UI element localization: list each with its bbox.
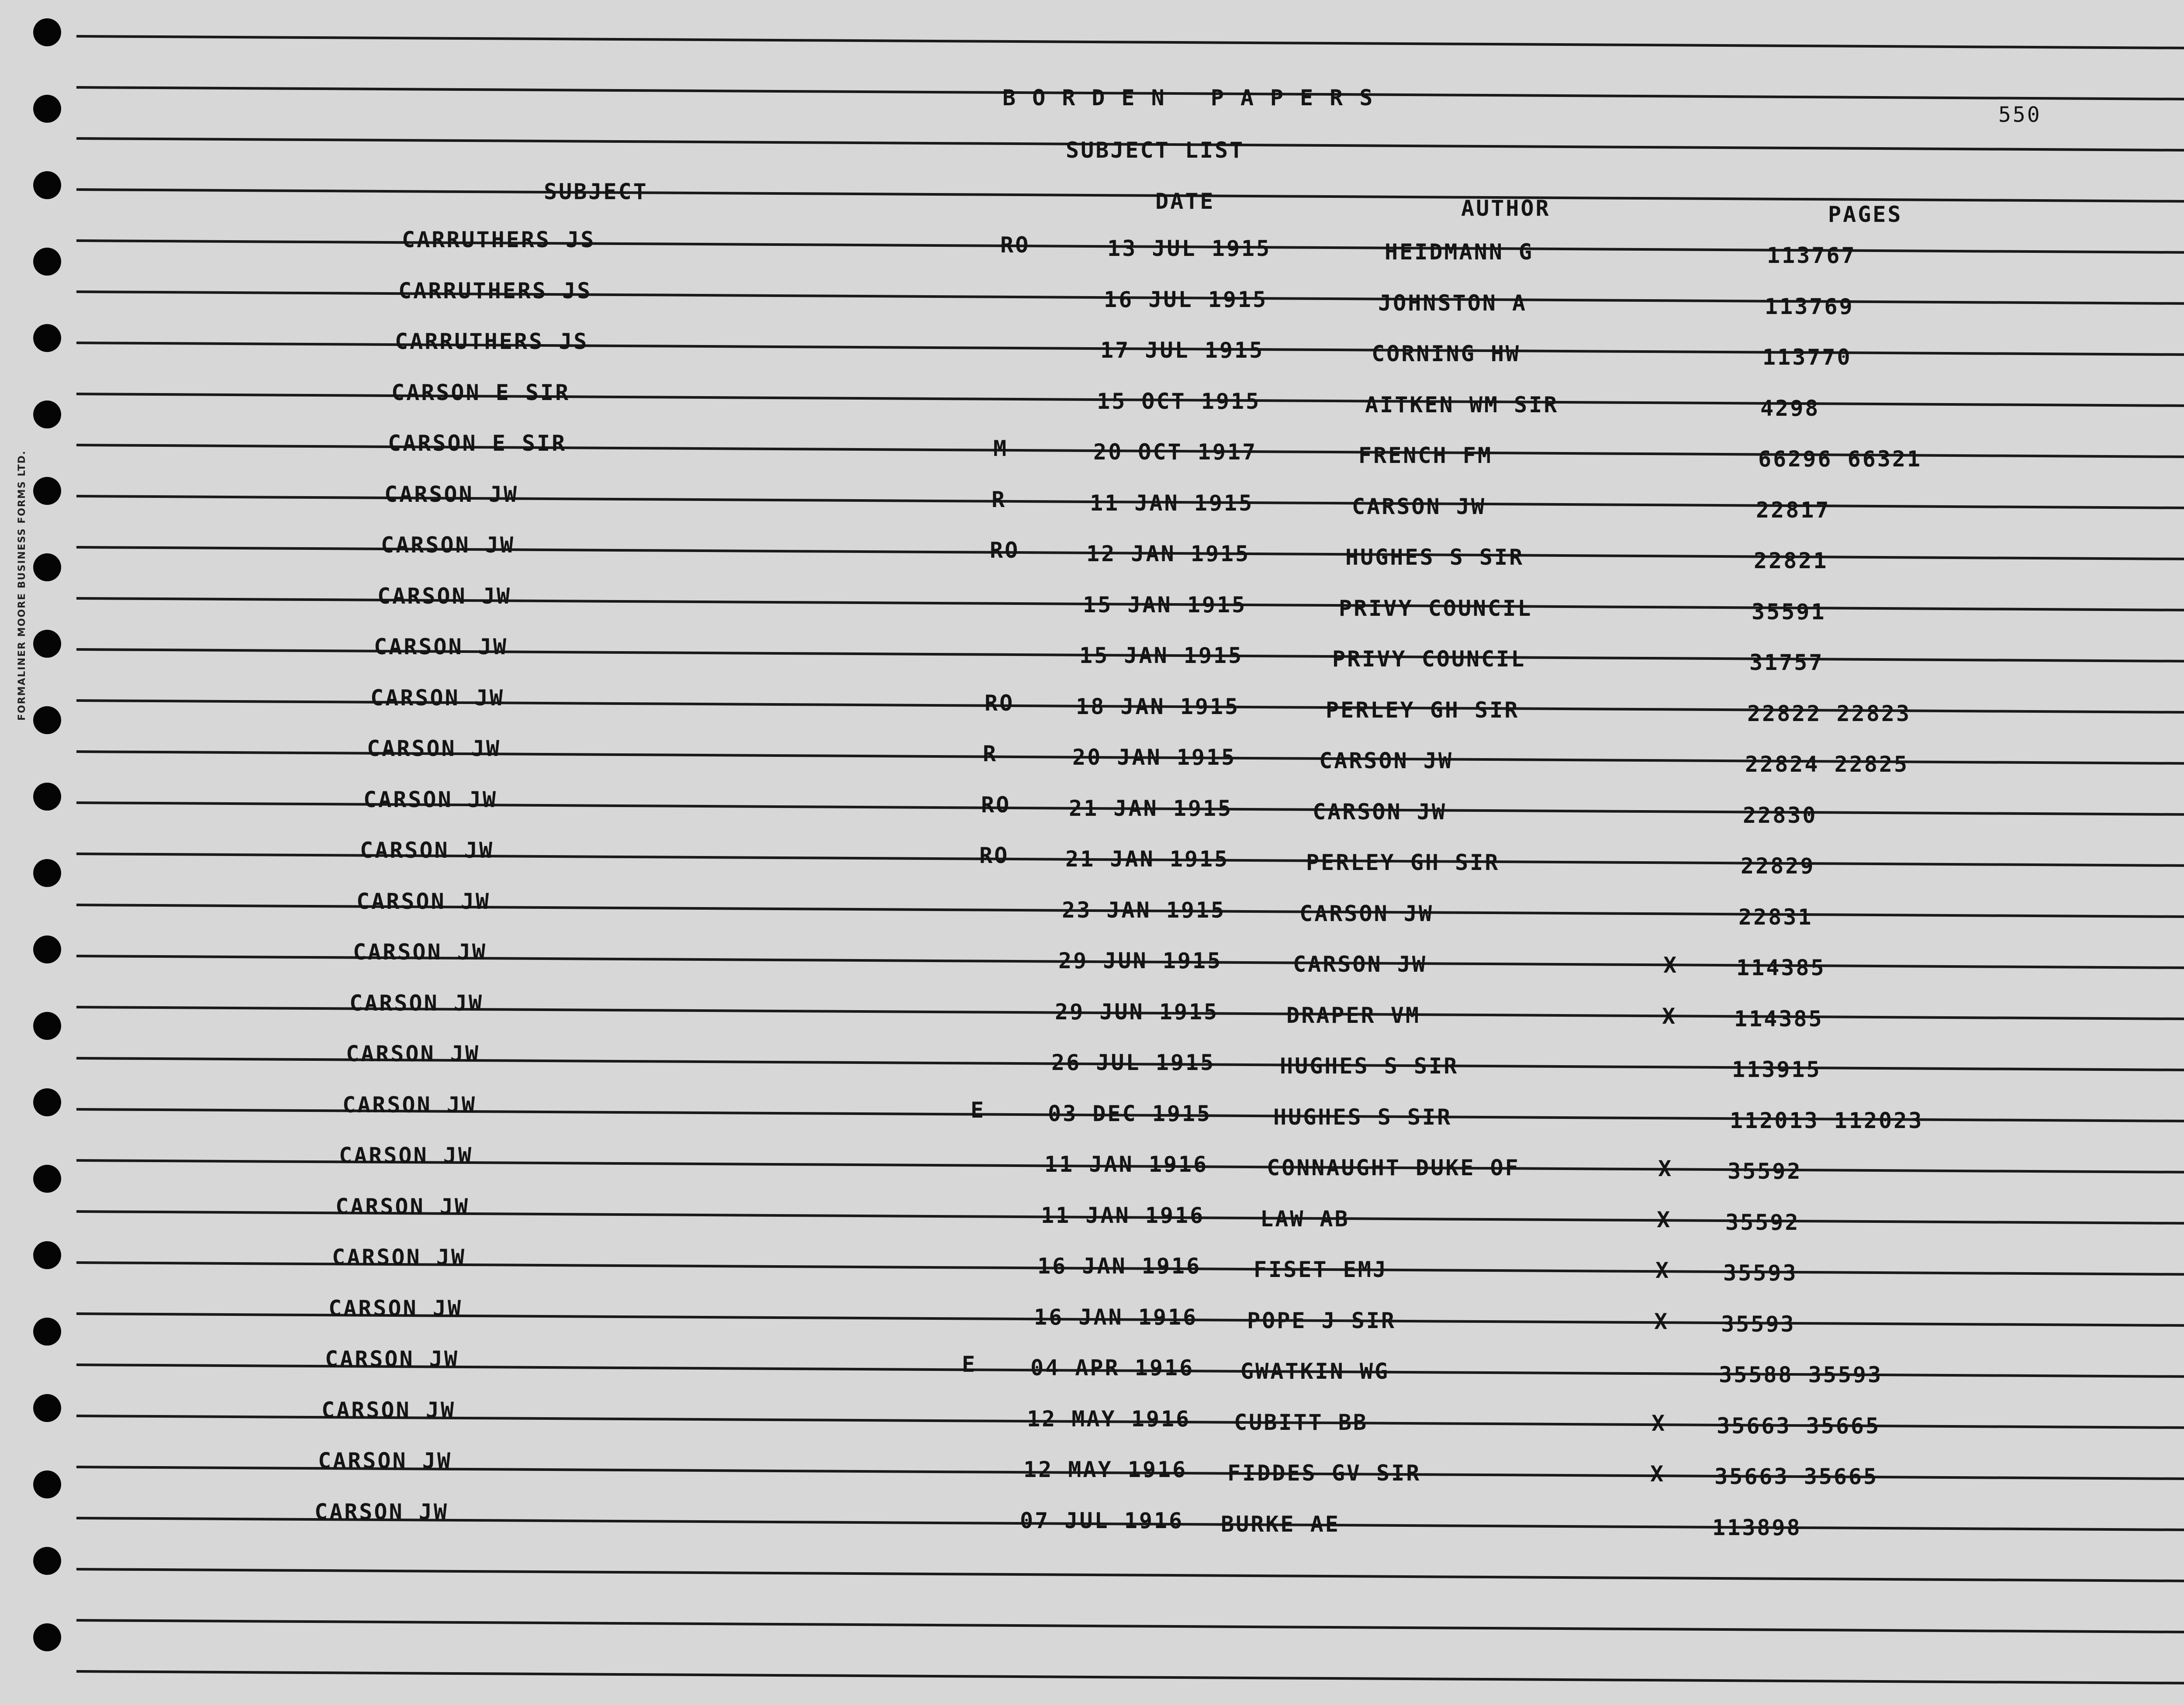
- column-header-date: DATE: [1155, 189, 1215, 214]
- row-date: 21 JAN 1915: [1065, 846, 1230, 872]
- row-author: HEIDMANN G: [1385, 239, 1534, 265]
- row-x: X: [1657, 1207, 1672, 1232]
- row-x: X: [1652, 1410, 1667, 1436]
- feed-hole-left: [33, 18, 61, 46]
- feed-hole-left: [33, 477, 61, 505]
- feed-hole-left: [33, 171, 61, 199]
- row-author: DRAPER VM: [1286, 1002, 1420, 1028]
- ruled-line: [76, 1670, 2184, 1685]
- ruled-line: [76, 35, 2184, 50]
- row-subject: CARSON JW: [349, 990, 484, 1016]
- row-pages: 113770: [1762, 345, 1852, 370]
- row-subject: CARSON JW: [332, 1245, 466, 1270]
- list-subtitle: SUBJECT LIST: [1066, 138, 1245, 163]
- row-pages: 22829: [1741, 853, 1815, 879]
- row-date: 12 JAN 1915: [1086, 541, 1251, 566]
- row-pages: 22824 22825: [1745, 752, 1909, 777]
- row-author: CARSON JW: [1319, 748, 1453, 773]
- feed-hole-left: [33, 706, 61, 734]
- feed-hole-left: [33, 324, 61, 352]
- feed-hole-left: [33, 935, 61, 963]
- feed-hole-left: [33, 1012, 61, 1040]
- column-header-pages: PAGES: [1828, 202, 1903, 227]
- feed-hole-left: [33, 859, 61, 887]
- row-date: 29 JUN 1915: [1058, 948, 1223, 973]
- ruled-line: [76, 188, 2184, 203]
- row-author: POPE J SIR: [1247, 1308, 1396, 1333]
- row-date: 15 JAN 1915: [1079, 643, 1244, 668]
- row-subject: CARSON JW: [381, 532, 515, 558]
- column-header-subject: SUBJECT: [544, 179, 648, 204]
- row-subject: CARSON JW: [384, 481, 518, 507]
- row-code: RO: [990, 538, 1020, 563]
- row-subject: CARSON JW: [370, 685, 505, 711]
- row-author: PERLEY GH SIR: [1326, 697, 1520, 723]
- row-code: R: [992, 487, 1007, 512]
- feed-hole-left: [33, 783, 61, 811]
- row-pages: 66296 66321: [1758, 446, 1922, 472]
- row-pages: 113767: [1767, 243, 1856, 268]
- row-pages: 22822 22823: [1747, 701, 1911, 726]
- row-date: 15 OCT 1915: [1097, 388, 1261, 414]
- feed-hole-left: [33, 1318, 61, 1346]
- row-pages: 113898: [1712, 1515, 1802, 1540]
- row-subject: CARSON JW: [318, 1448, 452, 1474]
- row-subject: CARSON JW: [363, 787, 498, 812]
- row-date: 26 JUL 1915: [1051, 1050, 1216, 1075]
- feed-hole-left: [33, 1470, 61, 1498]
- row-author: HUGHES S SIR: [1345, 545, 1524, 570]
- row-subject: CARSON JW: [314, 1499, 449, 1525]
- row-x: X: [1662, 1003, 1677, 1029]
- row-author: CARSON JW: [1299, 901, 1434, 926]
- vendor-imprint: FORMALINER MOORE BUSINESS FORMS LTD.: [17, 450, 28, 721]
- row-date: 03 DEC 1915: [1048, 1101, 1212, 1126]
- row-pages: 35588 35593: [1719, 1362, 1883, 1387]
- row-date: 21 JAN 1915: [1069, 795, 1233, 821]
- row-date: 23 JAN 1915: [1062, 897, 1226, 923]
- row-subject: CARSON JW: [335, 1194, 470, 1219]
- feed-hole-left: [33, 1547, 61, 1575]
- row-date: 13 JUL 1915: [1107, 236, 1272, 261]
- row-date: 20 OCT 1917: [1093, 439, 1258, 465]
- row-subject: CARSON JW: [342, 1092, 477, 1118]
- row-author: CARSON JW: [1293, 952, 1427, 977]
- row-date: 07 JUL 1916: [1020, 1508, 1184, 1533]
- row-author: CORNING HW: [1372, 341, 1521, 366]
- feed-hole-left: [33, 630, 61, 658]
- row-date: 04 APR 1916: [1030, 1355, 1195, 1381]
- row-x: X: [1650, 1461, 1666, 1487]
- row-pages: 22830: [1743, 802, 1818, 828]
- column-header-author: AUTHOR: [1461, 196, 1551, 221]
- feed-hole-left: [33, 1394, 61, 1422]
- row-author: PERLEY GH SIR: [1306, 850, 1500, 875]
- row-author: LAW AB: [1260, 1206, 1350, 1232]
- row-date: 12 MAY 1916: [1027, 1406, 1191, 1432]
- row-subject: CARSON JW: [367, 736, 501, 761]
- row-pages: 22817: [1756, 497, 1831, 523]
- row-date: 17 JUL 1915: [1100, 338, 1265, 363]
- row-subject: CARSON JW: [356, 888, 491, 914]
- row-date: 16 JAN 1916: [1034, 1304, 1198, 1330]
- row-pages: 22821: [1754, 548, 1828, 573]
- row-subject: CARSON E SIR: [391, 380, 570, 405]
- row-subject: CARSON JW: [339, 1143, 473, 1168]
- ruled-line: [76, 1619, 2184, 1634]
- feed-hole-left: [33, 1165, 61, 1193]
- feed-hole-left: [33, 400, 61, 428]
- row-subject: CARRUTHERS JS: [395, 329, 589, 354]
- row-author: BURKE AE: [1221, 1511, 1340, 1537]
- row-author: HUGHES S SIR: [1280, 1053, 1459, 1079]
- row-x: X: [1654, 1308, 1669, 1334]
- row-date: 11 JAN 1916: [1041, 1202, 1205, 1228]
- row-subject: CARSON JW: [325, 1346, 459, 1372]
- row-subject: CARSON JW: [377, 583, 511, 609]
- feed-hole-left: [33, 1088, 61, 1116]
- row-pages: 4298: [1760, 395, 1820, 421]
- row-date: 16 JUL 1915: [1104, 286, 1268, 312]
- row-author: CARSON JW: [1352, 494, 1486, 519]
- row-code: M: [993, 436, 1009, 461]
- row-pages: 35663 35665: [1717, 1413, 1881, 1439]
- row-subject: CARSON JW: [360, 838, 494, 863]
- row-author: CUBITT BB: [1234, 1409, 1368, 1435]
- row-pages: 112013 112023: [1730, 1108, 1924, 1133]
- ruled-line: [76, 1568, 2184, 1583]
- row-date: 20 JAN 1915: [1072, 745, 1237, 770]
- row-code: RO: [979, 843, 1009, 868]
- row-x: X: [1658, 1156, 1673, 1181]
- row-code: RO: [981, 792, 1011, 818]
- document-title: BORDEN PAPERS: [1002, 85, 1389, 110]
- row-subject: CARSON E SIR: [388, 431, 567, 456]
- row-author: FISET EMJ: [1254, 1257, 1388, 1282]
- row-subject: CARSON JW: [321, 1397, 456, 1423]
- row-subject: CARSON JW: [353, 939, 487, 965]
- row-code: RO: [985, 690, 1015, 716]
- row-pages: 35593: [1721, 1311, 1796, 1337]
- row-author: FIDDES GV SIR: [1227, 1460, 1421, 1486]
- row-author: PRIVY COUNCIL: [1332, 646, 1526, 672]
- row-author: GWATKIN WG: [1241, 1359, 1390, 1384]
- row-pages: 35592: [1728, 1159, 1802, 1184]
- row-code: RO: [1000, 232, 1030, 258]
- row-subject: CARRUTHERS JS: [402, 227, 596, 252]
- feed-hole-left: [33, 248, 61, 276]
- row-date: 12 MAY 1916: [1023, 1457, 1188, 1482]
- row-author: CARSON JW: [1313, 799, 1447, 825]
- feed-hole-left: [33, 553, 61, 581]
- row-pages: 35593: [1723, 1260, 1798, 1286]
- row-subject: CARSON JW: [374, 634, 508, 659]
- row-subject: CARRUTHERS JS: [398, 278, 592, 304]
- row-x: X: [1663, 953, 1679, 978]
- row-date: 16 JAN 1916: [1037, 1253, 1202, 1279]
- row-code: E: [962, 1352, 977, 1377]
- feed-hole-left: [33, 1623, 61, 1651]
- row-x: X: [1655, 1258, 1671, 1283]
- row-code: R: [983, 741, 998, 766]
- row-pages: 35663 35665: [1714, 1464, 1879, 1489]
- row-subject: CARSON JW: [346, 1041, 480, 1066]
- row-date: 18 JAN 1915: [1076, 694, 1240, 719]
- feed-hole-left: [33, 1241, 61, 1269]
- row-author: PRIVY COUNCIL: [1339, 595, 1533, 621]
- row-pages: 113769: [1765, 293, 1854, 319]
- row-pages: 35591: [1752, 599, 1826, 625]
- row-pages: 22831: [1738, 904, 1813, 930]
- row-code: E: [971, 1097, 986, 1123]
- row-date: 15 JAN 1915: [1083, 592, 1247, 618]
- row-author: CONNAUGHT DUKE OF: [1267, 1155, 1520, 1180]
- row-author: AITKEN WM SIR: [1365, 392, 1559, 418]
- row-pages: 35592: [1725, 1209, 1800, 1235]
- feed-hole-left: [33, 95, 61, 123]
- row-author: FRENCH FM: [1358, 443, 1493, 468]
- row-pages: 31757: [1749, 650, 1824, 675]
- row-pages: 114385: [1734, 1006, 1824, 1032]
- row-author: JOHNSTON A: [1378, 290, 1527, 316]
- row-pages: 113915: [1732, 1057, 1821, 1082]
- row-date: 29 JUN 1915: [1055, 999, 1219, 1025]
- row-date: 11 JAN 1916: [1044, 1152, 1209, 1177]
- row-author: HUGHES S SIR: [1273, 1104, 1452, 1130]
- page-number: 550: [1998, 103, 2042, 127]
- row-subject: CARSON JW: [328, 1295, 463, 1321]
- row-pages: 114385: [1736, 955, 1826, 980]
- row-date: 11 JAN 1915: [1090, 490, 1254, 516]
